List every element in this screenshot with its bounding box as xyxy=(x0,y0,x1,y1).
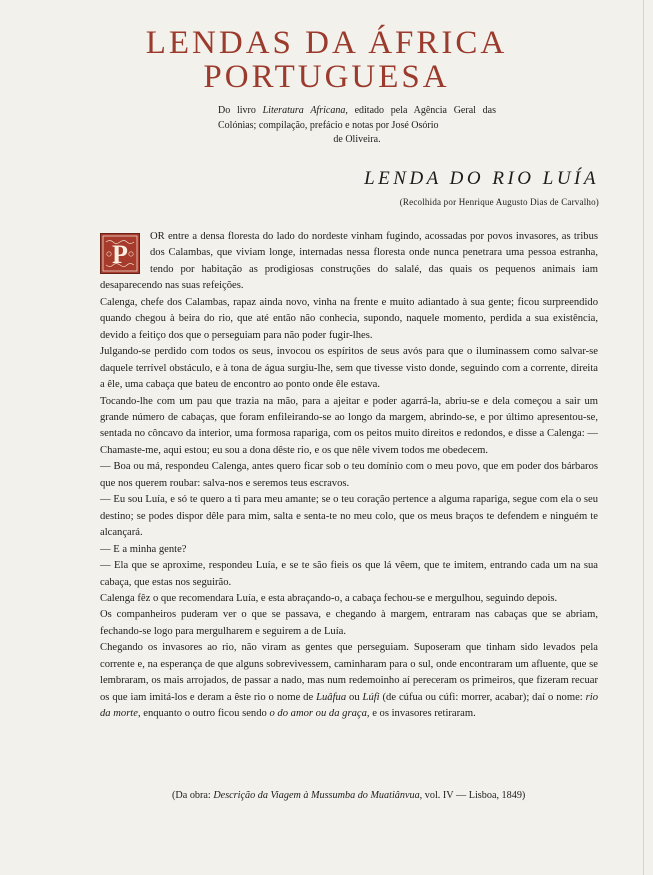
p11-text-d: enquanto o outro ficou sendo xyxy=(140,708,270,720)
intro-note xyxy=(218,104,496,148)
paragraph-7: — E a minha gente? xyxy=(100,543,187,555)
p11-text-b: ou xyxy=(346,691,363,703)
page-edge xyxy=(643,0,644,875)
source-work: Descrição da Viagem à Mussumba do Muatiânvua, xyxy=(213,790,423,801)
paragraph-2: Calenga, chefe dos Calambas, rapaz ainda novo, vinha na frente e muito adiantado à sua gente; ficou surpreendido quando chegou à beira do rio, que até então não conhecia, supondo, naquele momento, perdida a sua existência, devido a feitiço dos que o perseguiam para não poder fugir-lhes. xyxy=(100,296,598,341)
p11-luafua: Luâfua xyxy=(316,691,347,703)
p11-text-a: Chegando os invasores ao rio, não viram as gentes que perseguiam. Suposeram que tinham sido levados pela corrente e, na esperança de que alguns sobrevivessem, caminharam para o sul, onde encontraram um afluente, que se lembraram, os mais arrojados, de passar a nado, mas num redemoinho aí pereceram os primeiros, que fizeram recuar os que iam imitá-los e deram a êste rio o nome de xyxy=(100,642,598,703)
p11-amor: o do amor ou da graça, xyxy=(269,708,370,720)
dropcap-letter: P xyxy=(112,240,128,269)
paragraph-3: Julgando-se perdido com todos os seus, invocou os espíritos de seus avós para que o iluminassem como salvar-se daquele terrível obstáculo, e à tona de água surgiu-lhe, sem que tivesse visto donde, seguindo com a corrente, direita a êle, uma cabaça que bateu de encontro ao ponto onde êle estava. xyxy=(100,346,598,391)
intro-text-2: editado pela Agência Geral das Colónias; compilação, prefácio e notas por José Osório xyxy=(218,105,497,131)
paragraph-1: OR entre a densa floresta do lado do nordeste vinham fugindo, acossadas por povos invasores, as tribus dos Calambas, que viviam longe, internadas nessa floresta onde nunca penetrara uma pessoa estranha, tendo por habitação as prodigiosas construções do salalé, das quais os pequenos animais iam desaparecendo nas suas refeições. xyxy=(100,231,598,292)
dropcap-spacer xyxy=(100,230,150,275)
book-title: Literatura Africana, xyxy=(262,105,348,116)
main-title-line-1: LENDAS DA ÁFRICA xyxy=(145,25,508,61)
main-title-line-2: PORTUGUESA xyxy=(203,59,450,95)
intro-text-1: Do livro xyxy=(218,105,263,116)
legend-body xyxy=(100,229,598,723)
p11-rio-da-morte: rio da morte, xyxy=(100,691,598,720)
p11-text-e: e os invasores retiraram. xyxy=(369,708,476,720)
legend-title: LENDA DO RIO LUÍA xyxy=(364,168,599,189)
paragraph-8: — Ela que se aproxime, respondeu Luía, e se te são fieis os que lá vêem, que te imitem, entrando cada um na sua cabaça, que estas nos seguirão. xyxy=(100,560,598,588)
source-citation xyxy=(172,790,612,801)
source-suffix: vol. IV — Lisboa, 1849) xyxy=(422,790,526,801)
source-prefix: (Da obra: xyxy=(172,790,214,801)
intro-text-3: de Oliveira. xyxy=(333,134,381,145)
paragraph-6: — Eu sou Luía, e só te quero a ti para meu amante; se o teu coração pertence a alguma rapariga, segue com ela o seu destino; se podes dispor dêle para mim, salta e senta-te no meu colo, que os meus braços te defendem e ninguém te alcançará. xyxy=(100,494,598,539)
paragraph-11 xyxy=(100,640,598,722)
paragraph-4: Tocando-lhe com um pau que trazia na mão, para a ajeitar e poder agarrá-la, abriu-se e dela começou a sair um grande número de cabaças, que foram enfileirando-se ao longo da margem, abrindo-se, e por último apresentou-se, sentada no côncavo da interior, uma formosa rapariga, com os peitos muito direitos e redondos, e disse a Calenga: — Chamaste-me, aqui estou; eu sou a dona dêste rio, e os que nêle vivem todos me obedecem. xyxy=(100,395,598,456)
paragraph-9: Calenga fêz o que recomendara Luía, e esta abraçando-o, a cabaça fechou-se e mergulhou, seguindo depois. xyxy=(100,592,558,604)
p11-lufi: Lúfi xyxy=(362,691,380,703)
paragraph-10: Os companheiros puderam ver o que se passava, e chegando à margem, entraram nas cabaças que se abriam, fechando-se logo para mergulharem e seguirem a de Luía. xyxy=(100,609,598,637)
paragraph-5: — Boa ou má, respondeu Calenga, antes quero ficar sob o teu domínio com o meu povo, que em poder dos bárbaros que nos querem roubar: salva-nos e seremos teus escravos. xyxy=(100,461,598,489)
p11-text-c: (de cúfua ou cúfi: morrer, acabar); daí o nome: xyxy=(379,691,586,703)
collected-by: (Recolhida por Henrique Augusto Dias de Carvalho) xyxy=(399,197,599,207)
